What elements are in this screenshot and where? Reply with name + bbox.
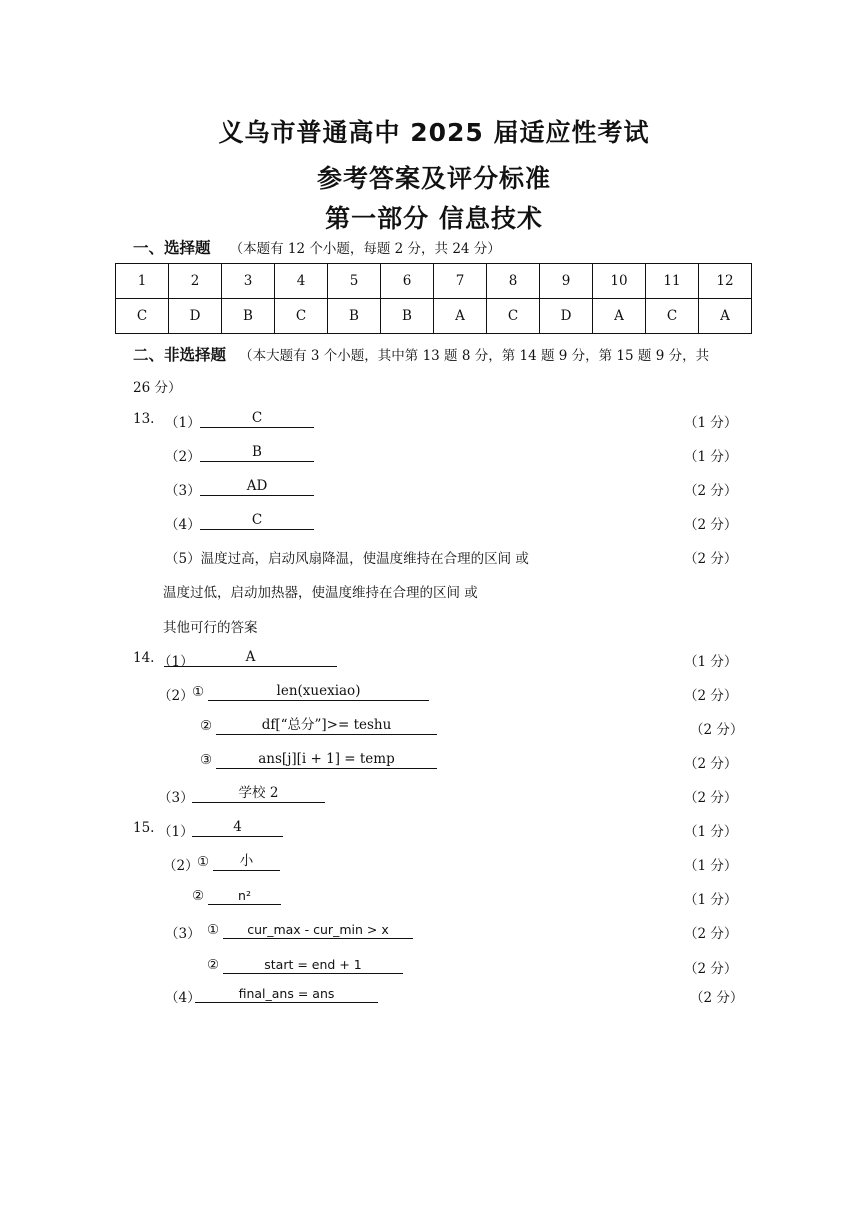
q15-3-score2: （2 分） <box>684 961 738 977</box>
section2-note-cont: 26 分） <box>133 380 182 396</box>
table-cell: A <box>434 299 487 334</box>
q13-5-line2: 温度过低，启动加热器，使温度维持在合理的区间 或 <box>163 585 478 601</box>
q15-2-answer1: 小 <box>213 853 280 871</box>
table-cell: 7 <box>434 264 487 299</box>
q14-2-mark2: ② <box>200 718 213 734</box>
q14-2-answer2: df[“总分”]>= teshu <box>216 717 437 735</box>
section2-heading: 二、非选择题 <box>133 346 227 364</box>
q14-1-answer: A <box>164 649 337 667</box>
q15-3-label: （3） <box>165 926 201 942</box>
q13-4-label: （4） <box>165 517 201 533</box>
q15-3-answer1: cur_max - cur_min > x <box>223 921 413 939</box>
q15-3-answer2: start = end + 1 <box>223 956 403 974</box>
q15-2-mark1: ① <box>197 854 210 870</box>
q14-number: 14. <box>133 650 155 666</box>
q13-4-score: （2 分） <box>684 517 738 533</box>
q15-4-label: （4） <box>165 990 201 1006</box>
q13-5-score: （2 分） <box>684 551 738 567</box>
table-cell: C <box>275 299 328 334</box>
q13-2-label: （2） <box>165 449 201 465</box>
q15-2-score1: （1 分） <box>684 858 738 874</box>
table-cell: 1 <box>116 264 169 299</box>
q15-3-score1: （2 分） <box>684 926 738 942</box>
q15-1-answer: 4 <box>192 819 283 837</box>
q15-3-mark2: ② <box>207 957 220 973</box>
table-cell: D <box>169 299 222 334</box>
section1-header <box>133 236 501 258</box>
q14-3-answer: 学校 2 <box>192 785 325 803</box>
q15-4-answer: final_ans = ans <box>195 985 378 1003</box>
q13-5-line3: 其他可行的答案 <box>163 620 258 636</box>
q15-2-label: （2） <box>163 858 199 874</box>
section2-header <box>133 343 709 365</box>
q14-2-score2: （2 分） <box>690 722 744 738</box>
q14-2-score1: （2 分） <box>684 688 738 704</box>
part-title: 第一部分 信息技术 <box>325 204 543 233</box>
table-cell: 2 <box>169 264 222 299</box>
q14-2-answer1: len(xuexiao) <box>208 683 429 701</box>
q15-2-mark2: ② <box>192 888 205 904</box>
table-cell: 9 <box>540 264 593 299</box>
q13-1-label: （1） <box>165 415 201 431</box>
q13-5-line1: （5）温度过高，启动风扇降温，使温度维持在合理的区间 或 <box>165 551 529 567</box>
q15-2-score2: （1 分） <box>684 892 738 908</box>
q15-1-label: （1） <box>158 824 194 840</box>
table-cell: 8 <box>487 264 540 299</box>
q13-3-answer: AD <box>200 478 314 496</box>
table-row-answers <box>116 299 752 334</box>
q15-2-answer2: n² <box>208 887 281 905</box>
table-cell: 10 <box>593 264 646 299</box>
table-cell: B <box>381 299 434 334</box>
page-title: 义乌市普通高中 2025 届适应性考试 <box>218 118 650 147</box>
q14-2-mark3: ③ <box>200 752 213 768</box>
table-cell: A <box>593 299 646 334</box>
table-cell: C <box>646 299 699 334</box>
q14-1-score: （1 分） <box>684 654 738 670</box>
q14-3-label: （3） <box>158 790 194 806</box>
q14-1-label: （1） <box>158 654 194 670</box>
q13-number: 13. <box>133 411 155 427</box>
table-cell: 3 <box>222 264 275 299</box>
table-row-numbers <box>116 264 752 299</box>
q15-1-score: （1 分） <box>684 824 738 840</box>
table-cell: B <box>222 299 275 334</box>
mcq-answer-table <box>115 263 752 334</box>
section1-note: （本题有 12 个小题，每题 2 分，共 24 分） <box>229 241 501 257</box>
table-cell: 11 <box>646 264 699 299</box>
q14-2-mark1: ① <box>192 684 205 700</box>
q15-3-mark1: ① <box>207 922 220 938</box>
q14-3-score: （2 分） <box>684 790 738 806</box>
table-cell: C <box>487 299 540 334</box>
q13-1-score: （1 分） <box>684 415 738 431</box>
table-cell: 4 <box>275 264 328 299</box>
q14-2-label: （2） <box>158 688 194 704</box>
section1-heading: 一、选择题 <box>133 239 211 257</box>
table-cell: 12 <box>699 264 752 299</box>
table-cell: D <box>540 299 593 334</box>
q13-4-answer: C <box>200 512 314 530</box>
table-cell: 5 <box>328 264 381 299</box>
table-cell: C <box>116 299 169 334</box>
table-cell: 6 <box>381 264 434 299</box>
q13-2-score: （1 分） <box>684 449 738 465</box>
q14-2-answer3: ans[j][i + 1] = temp <box>216 751 437 769</box>
q15-number: 15. <box>133 820 155 836</box>
section2-note: （本大题有 3 个小题，其中第 13 题 8 分，第 14 题 9 分，第 15 题 9 分，共 <box>239 348 710 364</box>
q15-4-score: （2 分） <box>690 990 744 1006</box>
table-cell: A <box>699 299 752 334</box>
q14-2-score3: （2 分） <box>684 756 738 772</box>
table-cell: B <box>328 299 381 334</box>
page-subtitle: 参考答案及评分标准 <box>316 164 551 193</box>
q13-3-label: （3） <box>165 483 201 499</box>
q13-1-answer: C <box>200 410 314 428</box>
q13-3-score: （2 分） <box>684 483 738 499</box>
q13-2-answer: B <box>200 444 314 462</box>
